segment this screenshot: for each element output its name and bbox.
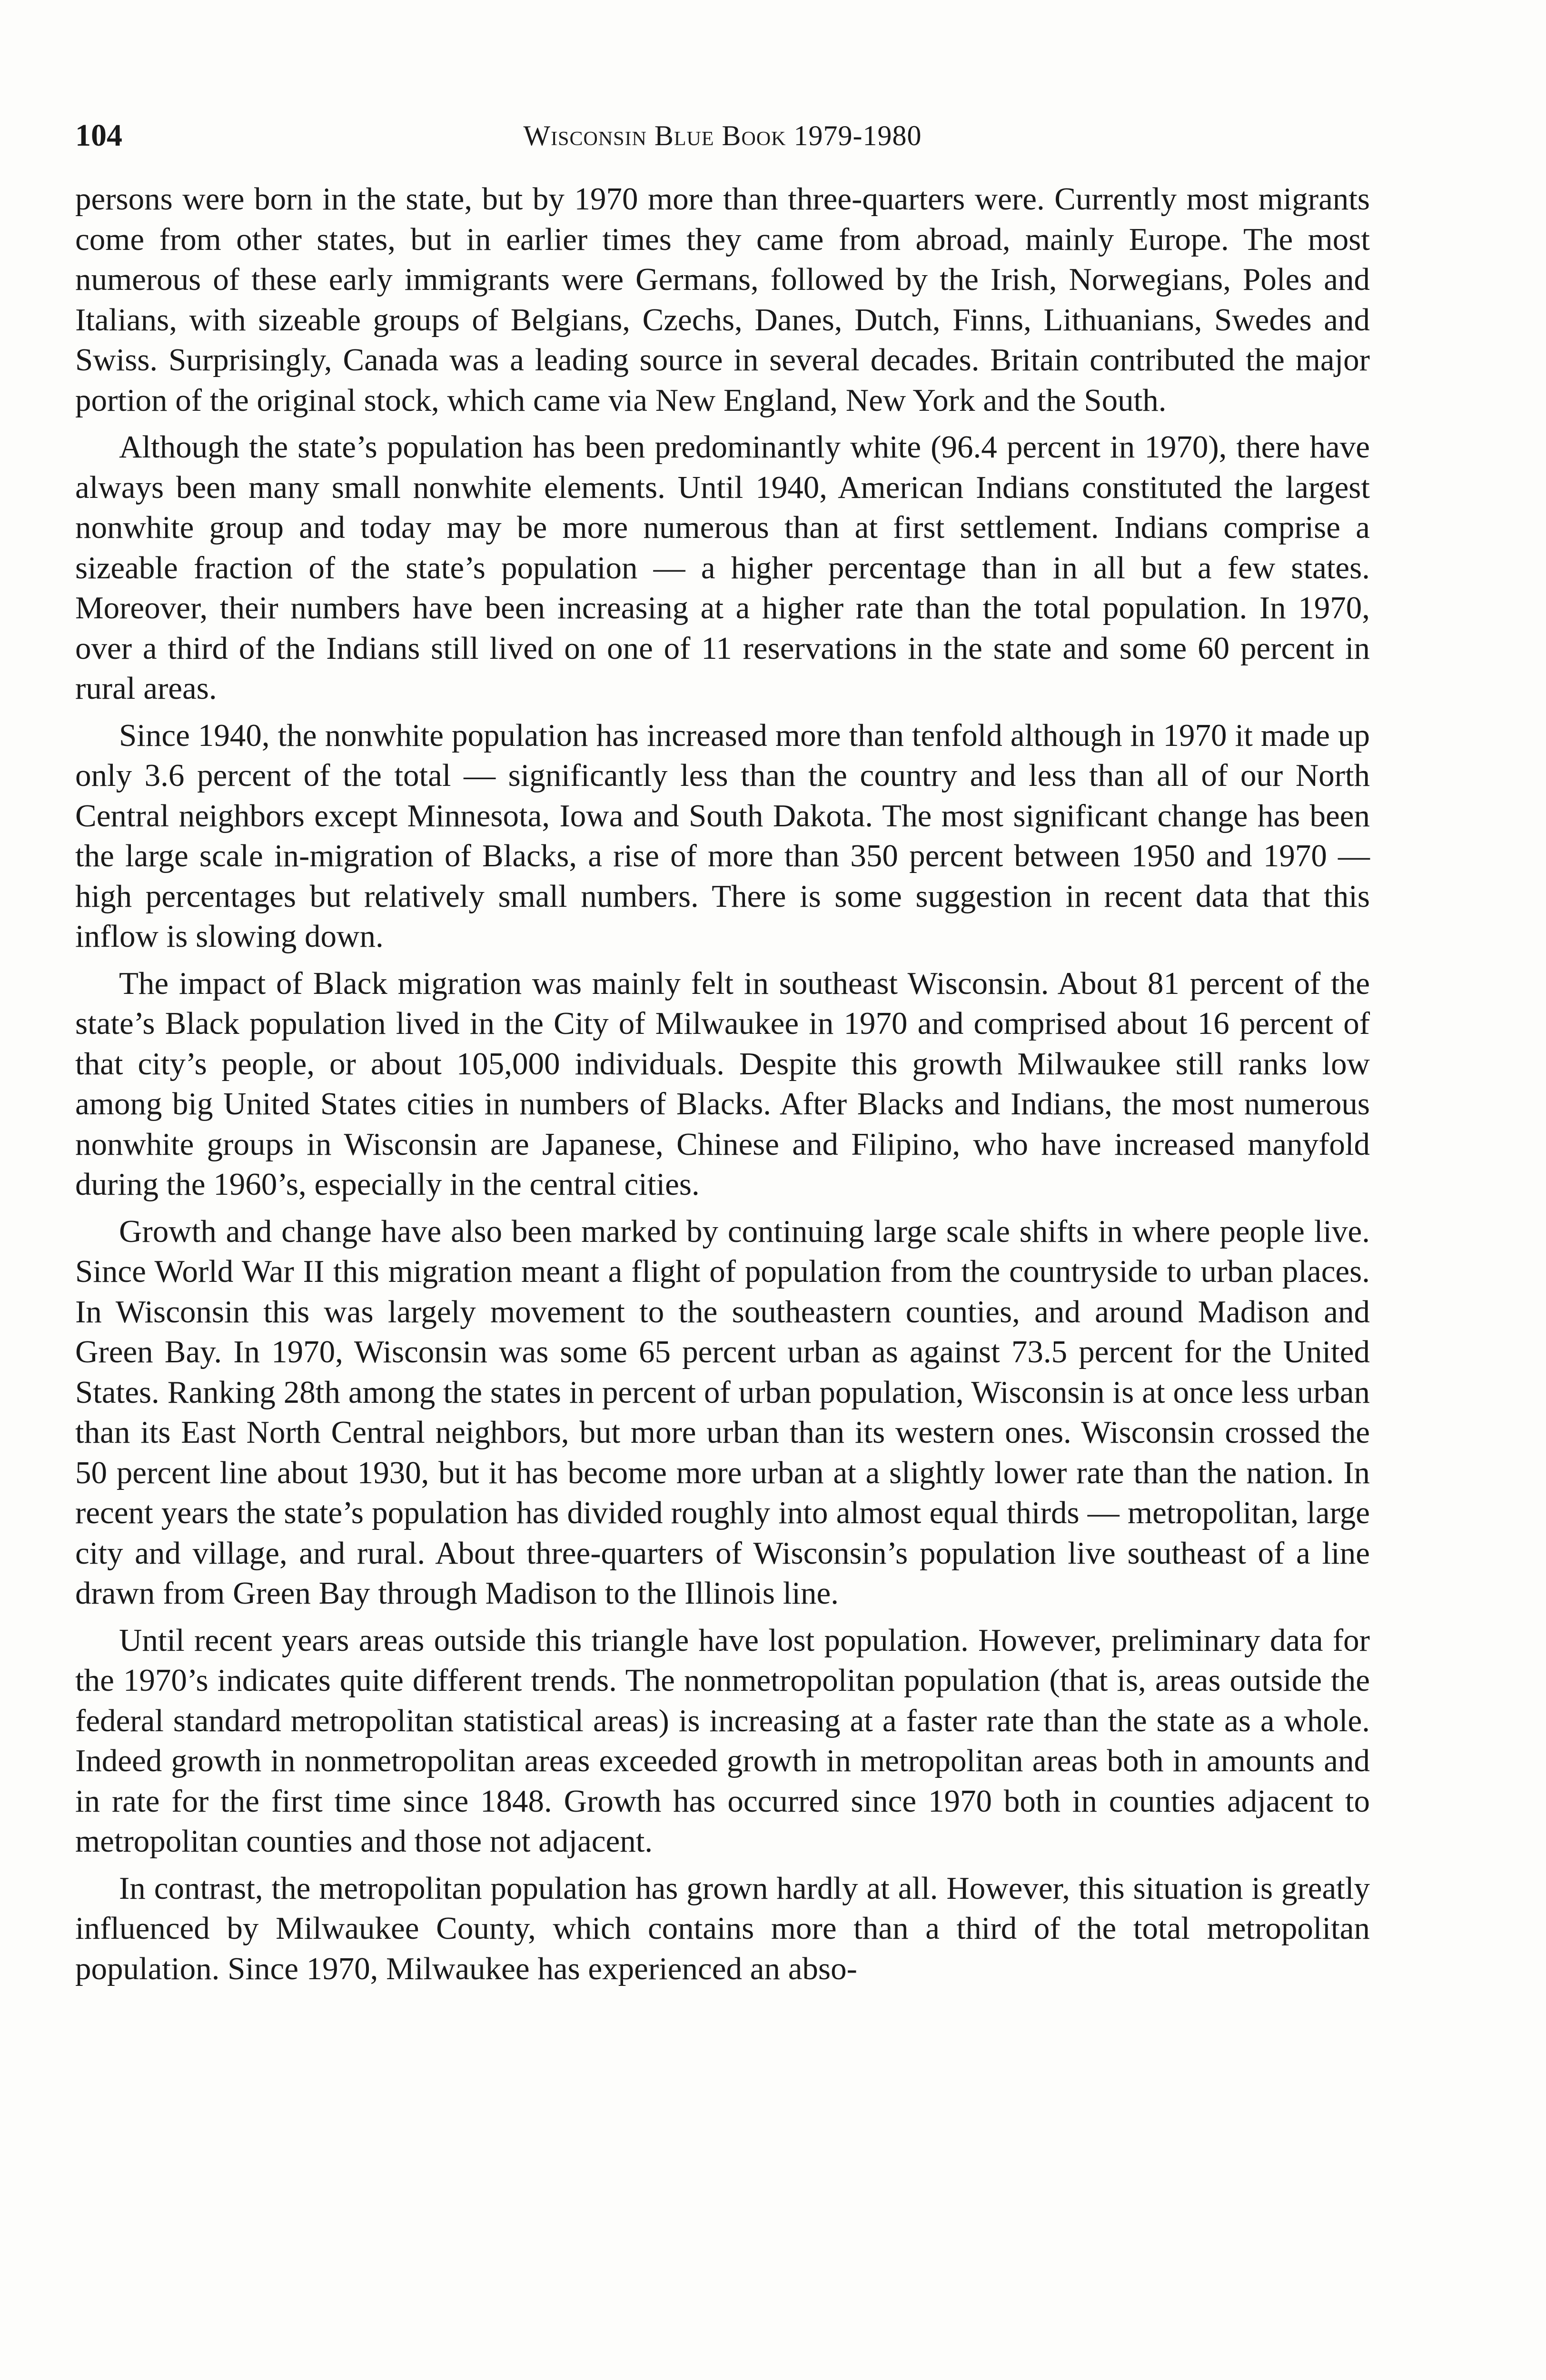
page-header <box>75 114 1370 157</box>
paragraph-7: In contrast, the metropolitan population has grown hardly at all. However, this situation is greatly influenced by Milwaukee County, which contains more than a third of the total metropolitan population. Since 1970, Milwaukee has experienced an abso- <box>75 1870 1370 1986</box>
paragraph-3: Since 1940, the nonwhite population has increased more than tenfold although in 1970 it made up only 3.6 percent of the total — significantly less than the country and less than all of our North Central neighbors except Minnesota, Iowa and South Dakota. The most significant change has been the large scale in-migration of Blacks, a rise of more than 350 percent between 1950 and 1970 — high percentages but relatively small numbers. There is some suggestion in recent data that this inflow is slowing down. <box>75 717 1370 954</box>
page-number: 104 <box>75 118 122 153</box>
paragraph-5: Growth and change have also been marked by continuing large scale shifts in where people live. Since World War II this migration meant a flight of population from the countryside to urban places. In Wisconsin this was largely movement to the southeastern counties, and around Madison and Green Bay. In 1970, Wisconsin was some 65 percent urban as against 73.5 percent for the United States. Ranking 28th among the states in percent of urban population, Wisconsin is at once less urban than its East North Central neighbors, but more urban than its western ones. Wisconsin crossed the 50 percent line about 1930, but it has become more urban at a slightly lower rate than the nation. In recent years the state’s population has divided roughly into almost equal thirds — metropolitan, large city and village, and rural. About three-quarters of Wisconsin’s population live southeast of a line drawn from Green Bay through Madison to the Illinois line. <box>75 1213 1370 1611</box>
paragraph-6: Until recent years areas outside this triangle have lost population. However, preliminary data for the 1970’s indicates quite different trends. The nonmetropolitan population (that is, areas outside the federal standard metropolitan statistical areas) is increasing at a faster rate than the state as a whole. Indeed growth in nonmetropolitan areas exceeded growth in metropolitan areas both in amounts and in rate for the first time since 1848. Growth has occurred since 1970 both in counties adjacent to metropolitan counties and those not adjacent. <box>75 1622 1370 1859</box>
body-text <box>75 179 1370 1989</box>
document-page <box>75 114 1370 1995</box>
paragraph-4: The impact of Black migration was mainly felt in southeast Wisconsin. About 81 percent of the state’s Black population lived in the City of Milwaukee in 1970 and comprised about 16 percent of that city’s people, or about 105,000 individuals. Despite this growth Milwaukee still ranks low among big United States cities in numbers of Blacks. After Blacks and Indians, the most numerous nonwhite groups in Wisconsin are Japanese, Chinese and Filipino, who have increased manyfold during the 1960’s, especially in the central cities. <box>75 965 1370 1202</box>
paragraph-1: persons were born in the state, but by 1970 more than three-quarters were. Currently most migrants come from other states, but in earlier times they came from abroad, mainly Europe. The most numerous of these early immigrants were Germans, followed by the Irish, Norwegians, Poles and Italians, with sizeable groups of Belgians, Czechs, Danes, Dutch, Finns, Lithuanians, Swedes and Swiss. Surprisingly, Canada was a leading source in several decades. Britain contributed the major portion of the original stock, which came via New England, New York and the South. <box>75 181 1370 418</box>
paragraph-2: Although the state’s population has been predominantly white (96.4 percent in 1970), there have always been many small nonwhite elements. Until 1940, American Indians constituted the largest nonwhite group and today may be more numerous than at first settlement. Indians comprise a sizeable fraction of the state’s population — a higher percentage than in all but a few states. Moreover, their numbers have been increasing at a higher rate than the total population. In 1970, over a third of the Indians still lived on one of 11 reservations in the state and some 60 percent in rural areas. <box>75 429 1370 706</box>
running-title: Wisconsin Blue Book 1979-1980 <box>523 120 922 151</box>
